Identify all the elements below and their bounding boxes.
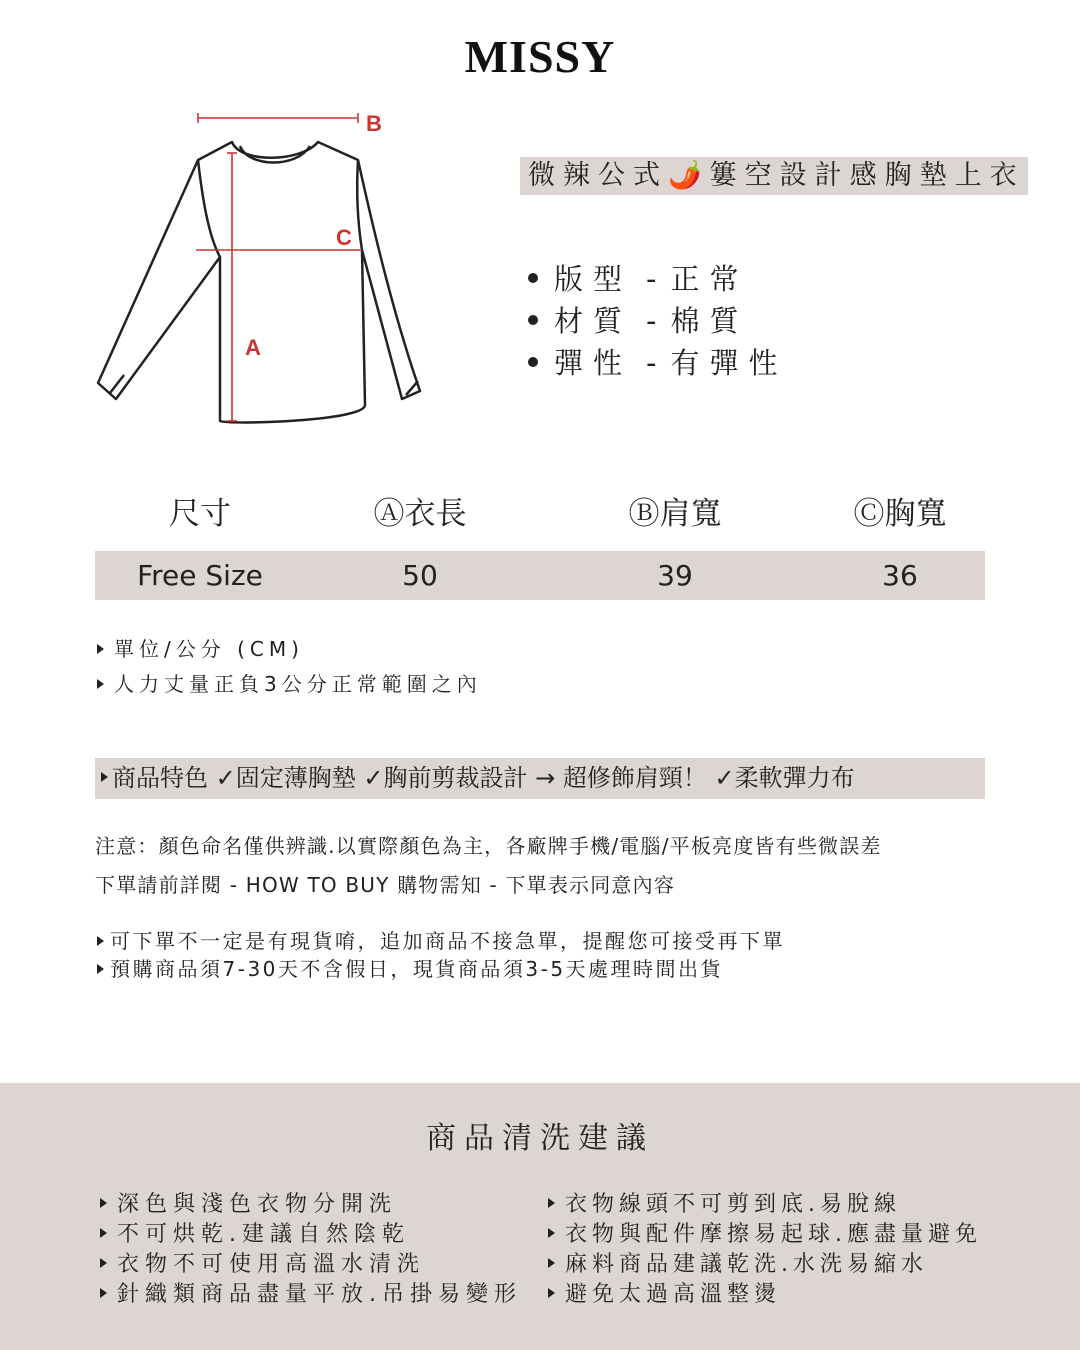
chest-header: Ⓒ胸寬 <box>853 496 947 532</box>
size-header: 尺寸 <box>169 496 231 532</box>
triangle-bullet-icon <box>100 1228 107 1238</box>
list-item <box>548 1250 982 1280</box>
chest-cell: 36 <box>882 559 918 592</box>
triangle-bullet-icon <box>97 644 104 654</box>
wash-list-left <box>100 1190 522 1310</box>
spec-dash: - <box>646 262 657 296</box>
preorder-note <box>97 953 723 982</box>
spec-value: 正常 <box>670 262 749 296</box>
list-item <box>100 1250 522 1280</box>
bullet-icon <box>528 273 538 283</box>
triangle-bullet-icon <box>97 964 104 974</box>
triangle-bullet-icon <box>101 772 108 782</box>
triangle-bullet-icon <box>100 1258 107 1268</box>
note-text: 人力丈量正負3公分正常範圍之內 <box>114 672 482 696</box>
garment-size-diagram <box>90 105 430 439</box>
list-item <box>548 1220 982 1250</box>
order-note <box>97 925 785 954</box>
label-a: A <box>245 335 261 360</box>
color-notice: 注意：顏色命名僅供辨識.以實際顏色為主，各廠牌手機/電腦/平板亮度皆有些微誤差 <box>95 834 882 858</box>
size-cell: Free Size <box>137 559 263 592</box>
spec-item <box>528 342 788 384</box>
wash-text: 麻料商品建議乾洗.水洗易縮水 <box>565 1252 928 1277</box>
wash-text: 針織類商品盡量平放.吊掛易變形 <box>117 1282 522 1307</box>
wash-text: 衣物不可使用高溫水清洗 <box>117 1252 426 1277</box>
spec-value: 有彈性 <box>670 346 788 380</box>
spec-item <box>528 300 788 342</box>
triangle-bullet-icon <box>100 1198 107 1208</box>
list-item <box>100 1280 522 1310</box>
wash-text: 深色與淺色衣物分開洗 <box>117 1192 398 1217</box>
length-cell: 50 <box>402 559 438 592</box>
spec-value: 棉質 <box>670 304 749 338</box>
triangle-bullet-icon <box>548 1228 555 1238</box>
unit-note <box>97 633 304 662</box>
wash-text: 衣物線頭不可剪到底.易脫線 <box>565 1192 901 1217</box>
spec-dash: - <box>646 304 657 338</box>
list-item <box>100 1190 522 1220</box>
triangle-bullet-icon <box>97 679 104 689</box>
wash-text: 衣物與配件摩擦易起球.應盡量避免 <box>565 1222 982 1247</box>
triangle-bullet-icon <box>548 1198 555 1208</box>
spec-dash: - <box>646 346 657 380</box>
spec-label: 彈性 <box>554 346 633 380</box>
spec-label: 材質 <box>554 304 633 338</box>
table-row <box>95 551 985 600</box>
note-text: 單位/公分 (CM) <box>114 637 304 661</box>
list-item <box>548 1280 982 1310</box>
purchase-notice: 下單請前詳閱 - HOW TO BUY 購物需知 - 下單表示同意內容 <box>95 873 676 897</box>
bullet-icon <box>528 357 538 367</box>
note-text: 可下單不一定是有現貨唷，追加商品不接急單，提醒您可接受再下單 <box>110 929 785 953</box>
brand-logo: MISSY <box>464 31 616 82</box>
triangle-bullet-icon <box>548 1288 555 1298</box>
list-item <box>548 1190 982 1220</box>
tolerance-note <box>97 668 482 697</box>
triangle-bullet-icon <box>97 936 104 946</box>
wash-title: 商品清洗建議 <box>426 1121 654 1156</box>
triangle-bullet-icon <box>548 1258 555 1268</box>
spec-label: 版型 <box>554 262 633 296</box>
sweater-illustration <box>90 105 430 435</box>
shoulder-header: Ⓑ肩寬 <box>628 496 722 532</box>
wash-list-right <box>548 1190 982 1310</box>
product-title: 微辣公式🌶️簍空設計感胸墊上衣 <box>520 157 1028 195</box>
triangle-bullet-icon <box>100 1288 107 1298</box>
spec-item <box>528 258 788 300</box>
feature-text: 商品特色 ✓固定薄胸墊 ✓胸前剪裁設計 → 超修飾肩頸！ ✓柔軟彈力布 <box>112 764 855 792</box>
feature-bar <box>95 758 985 799</box>
wash-text: 避免太過高溫整燙 <box>565 1282 782 1307</box>
bullet-icon <box>528 315 538 325</box>
shoulder-cell: 39 <box>657 559 693 592</box>
note-text: 預購商品須7-30天不含假日，現貨商品須3-5天處理時間出貨 <box>110 957 724 981</box>
label-b: B <box>366 111 382 136</box>
list-item <box>100 1220 522 1250</box>
label-c: C <box>336 225 352 250</box>
wash-text: 不可烘乾.建議自然陰乾 <box>117 1222 410 1247</box>
length-header: Ⓐ衣長 <box>373 496 467 532</box>
spec-list <box>528 258 788 384</box>
